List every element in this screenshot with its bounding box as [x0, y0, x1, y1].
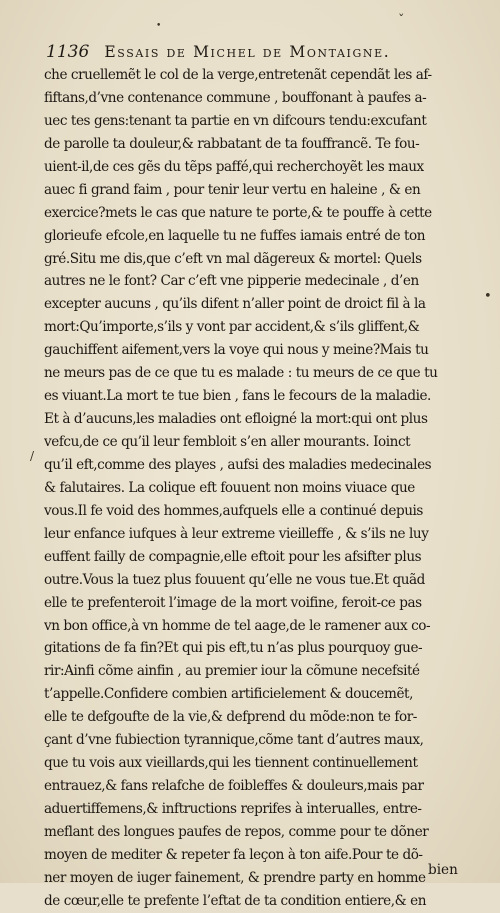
text-line: elle te prefenteroit l’image de la mort voifine, feroit-ce pas — [44, 594, 422, 611]
text-line: meflant des longues paufes de repos, comme pour te dõner — [44, 823, 429, 840]
text-line: ne meurs pas de ce que tu es malade : tu meurs de ce que tu — [44, 365, 438, 382]
stray-mark: • — [156, 21, 162, 31]
text-line: vn bon office,à vn homme de tel aage,de le ramener aux co- — [44, 617, 431, 634]
text-line: mort:Qu’importe,s’ils y vont par accident,& s’ils gliffent,& — [44, 319, 420, 336]
text-line: auec fi grand faim , pour tenir leur vertu en haleine , & en — [44, 181, 421, 198]
text-line: & falutaires. La colique eft fouuent non moins viuace que — [44, 479, 415, 496]
text-line: entrauez,& fans relafche de foibleffes & douleurs,mais par — [44, 778, 424, 795]
margin-mark: / — [30, 449, 35, 463]
text-line: gauchiffent aifement,vers la voye qui nous y meine?Mais tu — [44, 342, 429, 359]
text-line: gitations de fa fin?Et qui pis eft,tu n’as plus pourquoy gue- — [44, 640, 423, 657]
text-line: che cruellemẽt le col de la verge,entretenãt cependãt les af- — [44, 67, 432, 83]
text-line: ner moyen de iuger fainement, & prendre party en homme — [44, 869, 426, 886]
text-line: çant d’vne fubiection tyrannique,cõme tant d’autres maux, — [44, 732, 424, 749]
text-line: euffent failly de compagnie,elle eftoit pour les afsifter plus — [44, 548, 422, 565]
text-line: de parolle ta douleur,& rabbatant de ta fouffrancẽ. Te fou- — [44, 135, 420, 152]
text-line: que tu vois aux vieillards,qui les tiennent continuellement — [44, 755, 418, 772]
text-line: glorieufe efcole,en laquelle tu ne fuffes iamais entré de ton — [44, 227, 426, 244]
text-line: moyen de mediter & repeter fa leçon à ton aife.Pour te dõ- — [44, 846, 423, 863]
text-line: rir:Ainfi cõme ainfin , au premier iour la cõmune necefsité — [44, 663, 420, 680]
text-line: vefcu,de ce qu’il leur fembloit s’en aller mourants. Ioinct — [44, 434, 411, 450]
text-line: t’appelle.Confidere combien artificielement & doucemẽt, — [44, 686, 413, 703]
catchword: bien — [428, 862, 458, 878]
text-line: qu’il eft,comme des playes , aufsi des maladies medecinales — [44, 456, 432, 473]
text-line: uient-il,de ces gẽs du tẽps paffé,qui recherchoyẽt les maux — [44, 158, 424, 175]
text-line: excepter aucuns , qu’ils difent n’aller point de droict fil à la — [44, 296, 426, 313]
text-line: exercice?mets le cas que nature te porte,& te pouffe à cette — [44, 204, 432, 221]
text-line: elle te defgoufte de la vie,& defprend du mõde:non te for- — [44, 709, 417, 726]
text-line: gré.Situ me dis,que c’eft vn mal dãgereux & mortel: Quels — [44, 250, 422, 267]
margin-mark: • — [484, 289, 492, 304]
text-line: autres ne le font? Car c’eft vne pipperie medecinale , d’en — [44, 273, 419, 290]
text-line: fiftans,d’vne contenance commune , bouffonant à paufes a- — [44, 89, 427, 106]
text-line: leur enfance iufques à leur extreme vieilleffe , & s’ils ne luy — [44, 525, 429, 542]
text-line: de cœur,elle te prefente l’eftat de ta condition entiere,& en — [44, 892, 427, 909]
running-header — [46, 42, 456, 62]
stray-mark: ˇ — [398, 13, 405, 28]
page-number: 1136 — [46, 42, 90, 62]
text-line: es viuant.La mort te tue bien , fans le fecours de la maladie. — [44, 388, 431, 405]
running-title: Essais de Michel de Montaigne. — [104, 43, 391, 61]
text-line: uec tes gens:tenant ta partie en vn difcours tendu:excufant — [44, 112, 427, 129]
text-line: Et à d’aucuns,les maladies ont efloigné la mort:qui ont plus — [44, 411, 428, 428]
text-line: outre.Vous la tuez plus fouuent qu’elle ne vous tue.Et quãd — [44, 571, 425, 588]
body-text — [44, 64, 476, 913]
text-line: aduertiffemens,& inftructions reprifes à interualles, entre- — [44, 801, 422, 817]
text-line: vous.Il fe void des hommes,aufquels elle a continué depuis — [44, 502, 423, 519]
